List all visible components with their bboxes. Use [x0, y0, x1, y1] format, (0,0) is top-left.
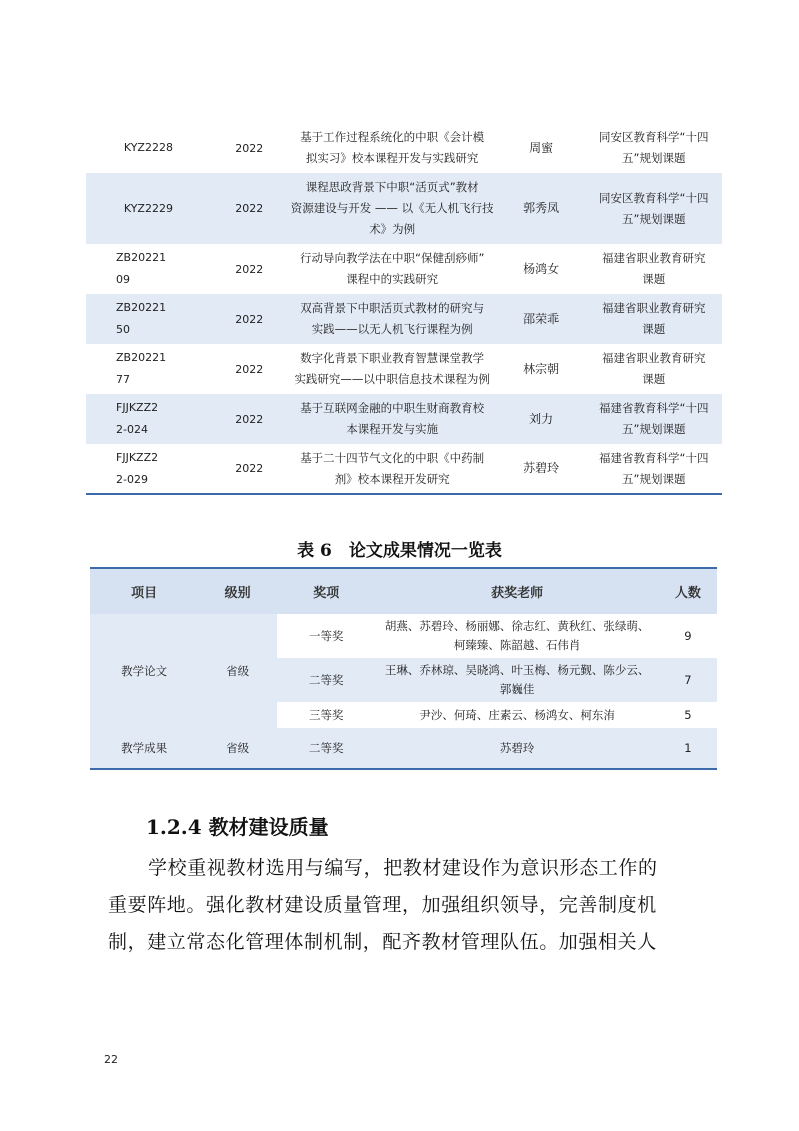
section-paragraph: [108, 850, 708, 961]
paper-awards-table: [90, 567, 717, 770]
cell-award: 三等奖: [309, 707, 344, 722]
cell-level: 福建省教育科学“十四 五”规划课题: [585, 394, 722, 444]
cell-level: 福建省职业教育研究 课题: [601, 351, 706, 386]
cell-person: 周蜜: [529, 140, 554, 155]
cell-count: 9: [684, 628, 692, 643]
cell-person: 林宗朝: [523, 361, 560, 376]
header-teachers: 获奖老师: [376, 568, 659, 614]
table-row: [86, 344, 722, 394]
cell-teachers: 胡燕、苏碧玲、杨丽娜、徐志红、黄秋红、张绿萌、 柯臻臻、陈韶越、石伟肖: [384, 619, 650, 652]
cell-award: 一等奖: [309, 628, 344, 643]
paragraph-line: 学校重视教材选用与编写，把教材建设作为意识形态工作的: [148, 857, 658, 879]
cell-person: 刘力: [497, 394, 586, 444]
cell-year: 2022: [211, 173, 288, 244]
cell-level: 省级: [198, 614, 277, 728]
cell-code: KYZ2228: [123, 141, 173, 154]
cell-year: 2022: [235, 362, 264, 376]
cell-year: 2022: [211, 394, 288, 444]
project-table: [86, 123, 722, 495]
table-row: [86, 244, 722, 294]
cell-year: 2022: [211, 294, 288, 344]
table-row: [86, 123, 722, 173]
cell-teachers: 王琳、乔林琼、吴晓鸿、叶玉梅、杨元觐、陈少云、 郭巍佳: [376, 658, 659, 702]
header-item: 项目: [90, 568, 198, 614]
cell-item: 教学成果: [90, 728, 198, 769]
cell-title: 基于工作过程系统化的中职《会计模 拟实习》校本课程开发与实践研究: [300, 130, 485, 165]
cell-level: 福建省教育科学“十四 五”规划课题: [585, 444, 722, 494]
cell-award: 二等奖: [277, 728, 375, 769]
cell-person: 苏碧玲: [497, 444, 586, 494]
table-row: [86, 394, 722, 444]
cell-code: FJJKZZ2 2-029: [86, 444, 211, 494]
cell-person: 郭秀凤: [497, 173, 586, 244]
cell-person: 邵荣乖: [497, 294, 586, 344]
cell-code: ZB20221 77: [116, 351, 167, 386]
cell-level: 福建省职业教育研究 课题: [601, 251, 706, 286]
cell-item: 教学论文: [90, 614, 198, 728]
cell-level: 同安区教育科学“十四 五”规划课题: [599, 130, 709, 165]
header-award: 奖项: [277, 568, 375, 614]
page-number: 22: [104, 1053, 118, 1066]
cell-title: 双高背景下中职活页式教材的研究与 实践——以无人机飞行课程为例: [288, 294, 497, 344]
cell-title: 行动导向教学法在中职“保健刮痧师” 课程中的实践研究: [299, 251, 485, 286]
cell-count: 7: [659, 658, 717, 702]
table-row: [86, 173, 722, 244]
cell-teachers: 尹沙、何琦、庄素云、杨鸿女、柯东洧: [419, 707, 615, 722]
cell-level: 省级: [198, 728, 277, 769]
cell-title: 基于二十四节气文化的中职《中药制 剂》校本课程开发研究: [288, 444, 497, 494]
cell-year: 2022: [235, 141, 264, 155]
paragraph-line: 制，建立常态化管理体制机制，配齐教材管理队伍。加强相关人: [108, 931, 657, 953]
cell-teachers: 苏碧玲: [376, 728, 659, 769]
cell-title: 基于互联网金融的中职生财商教育校 本课程开发与实施: [288, 394, 497, 444]
section-heading: 1.2.4 教材建设质量: [146, 815, 329, 839]
cell-code: FJJKZZ2 2-024: [86, 394, 211, 444]
cell-count: 1: [659, 728, 717, 769]
table-caption: 表 6 论文成果情况一览表: [297, 541, 502, 561]
cell-code: ZB20221 09: [116, 251, 167, 286]
header-level: 级别: [198, 568, 277, 614]
cell-year: 2022: [235, 262, 264, 276]
header-count: 人数: [659, 568, 717, 614]
cell-person: 杨鸿女: [523, 261, 560, 276]
cell-award: 二等奖: [277, 658, 375, 702]
paragraph-line: 重要阵地。强化教材建设质量管理，加强组织领导，完善制度机: [108, 894, 657, 916]
cell-title: 数字化背景下职业教育智慧课堂教学 实践研究——以中职信息技术课程为例: [294, 351, 490, 386]
table-row: [86, 444, 722, 494]
cell-count: 5: [684, 707, 692, 722]
cell-level: 同安区教育科学“十四 五”规划课题: [585, 173, 722, 244]
table-row: [86, 294, 722, 344]
cell-title: 课程思政背景下中职“活页式”教材 资源建设与开发 —— 以《无人机飞行技 术》为例: [288, 173, 497, 244]
cell-level: 福建省职业教育研究 课题: [585, 294, 722, 344]
cell-code: ZB20221 50: [86, 294, 211, 344]
cell-year: 2022: [211, 444, 288, 494]
cell-code: KYZ2229: [86, 173, 211, 244]
